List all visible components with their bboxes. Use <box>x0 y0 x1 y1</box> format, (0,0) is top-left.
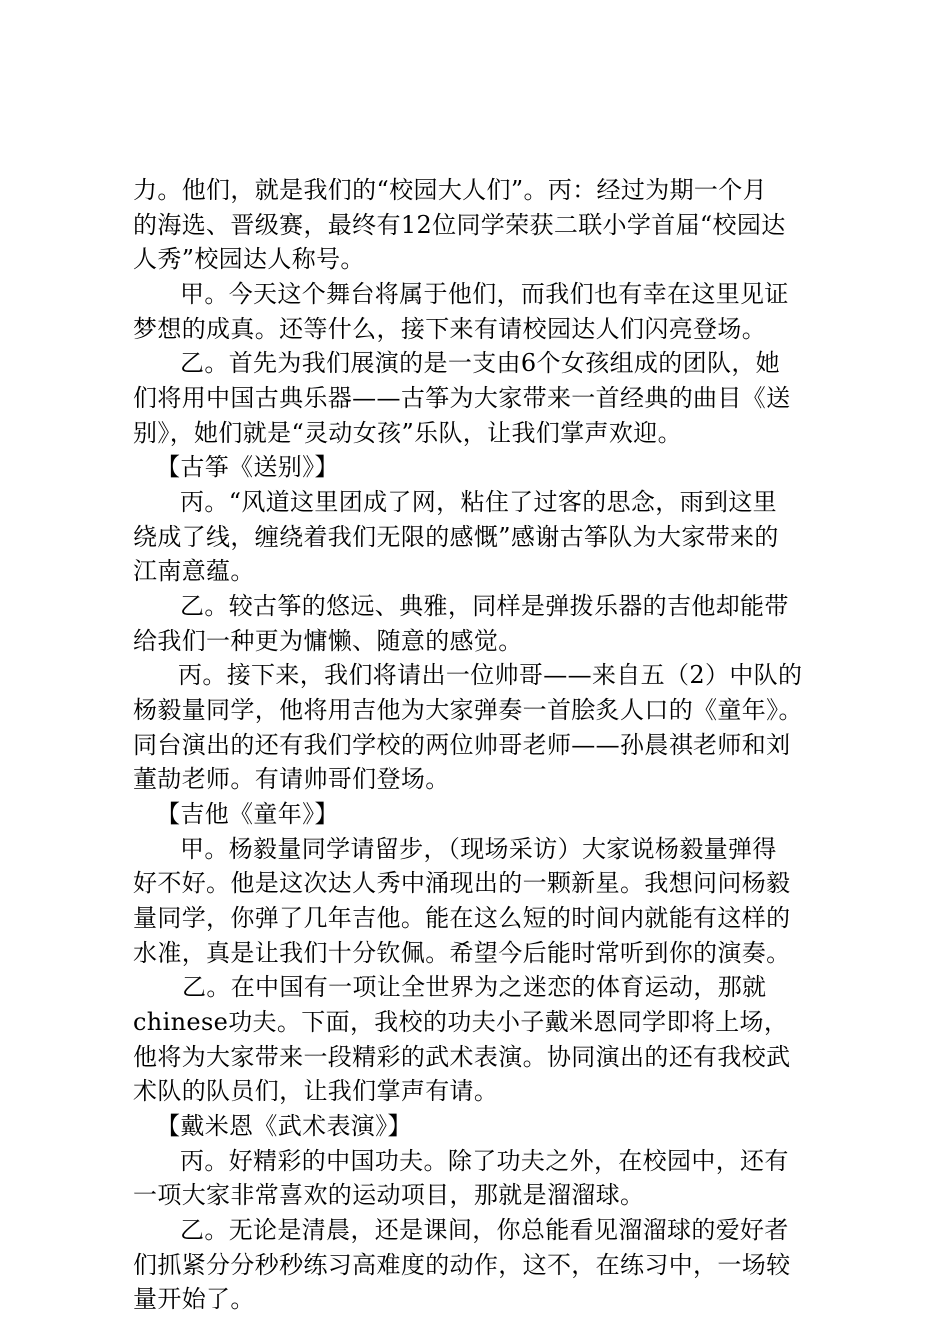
body-line: 乙。在中国有一项让全世界为之迷恋的体育运动，那就 <box>182 973 767 1001</box>
body-line: 量同学，你弹了几年吉他。能在这么短的时间内就能有这样的 <box>133 904 791 932</box>
body-line: 力。他们，就是我们的“校园大人们”。丙：经过为期一个月 <box>133 176 767 204</box>
body-line: 丙。“风道这里团成了网，粘住了过客的思念，雨到这里 <box>180 488 778 516</box>
section-heading: 【戴米恩《武术表演》】 <box>156 1112 412 1140</box>
body-line: 一项大家非常喜欢的运动项目，那就是溜溜球。 <box>133 1181 645 1209</box>
body-line: 甲。杨毅量同学请留步，（现场采访）大家说杨毅量弹得 <box>180 835 777 863</box>
body-line: 乙。首先为我们展演的是一支由6个女孩组成的团队，她 <box>180 349 781 377</box>
body-line: 甲。今天这个舞台将属于他们，而我们也有幸在这里见证 <box>180 280 789 308</box>
body-line: 乙。较古筝的悠远、典雅，同样是弹拨乐器的吉他却能带 <box>180 592 789 620</box>
body-line: 量开始了。 <box>133 1285 255 1313</box>
body-line: 杨毅量同学，他将用吉他为大家弹奏一首脍炙人口的《童年》。 <box>133 696 803 724</box>
body-line: 好不好。他是这次达人秀中涌现出的一颗新星。我想问问杨毅 <box>133 869 791 897</box>
body-line: 们抓紧分分秒秒练习高难度的动作，这不，在练习中，一场较 <box>133 1251 791 1279</box>
body-line: 董劼老师。有请帅哥们登场。 <box>133 765 450 793</box>
body-line: 丙。接下来，我们将请出一位帅哥——来自五（2）中队的 <box>178 661 803 689</box>
body-line: 绕成了线，缠绕着我们无限的感慨”感谢古筝队为大家带来的 <box>133 523 779 551</box>
body-line: 水准，真是让我们十分钦佩。希望今后能时常听到你的演奏。 <box>133 939 791 967</box>
body-line: 们将用中国古典乐器——古筝为大家带来一首经典的曲目《送 <box>133 384 791 412</box>
body-line: 丙。好精彩的中国功夫。除了功夫之外，在校园中，还有 <box>180 1147 789 1175</box>
body-line: 同台演出的还有我们学校的两位帅哥老师——孙晨祺老师和刘 <box>133 731 791 759</box>
body-line: chinese功夫。下面，我校的功夫小子戴米恩同学即将上场， <box>133 1008 789 1036</box>
body-line: 的海选、晋级赛，最终有12位同学荣获二联小学首届“校园达 <box>133 211 786 239</box>
body-line: 他将为大家带来一段精彩的武术表演。协同演出的还有我校武 <box>133 1043 791 1071</box>
body-line: 别》，她们就是“灵动女孩”乐队，让我们掌声欢迎。 <box>133 419 682 447</box>
body-line: 人秀”校园达人称号。 <box>133 245 365 273</box>
section-heading: 【吉他《童年》】 <box>156 800 339 828</box>
body-line: 乙。无论是清晨，还是课间，你总能看见溜溜球的爱好者 <box>180 1216 789 1244</box>
body-line: 梦想的成真。还等什么，接下来有请校园达人们闪亮登场。 <box>133 315 767 343</box>
body-line: 江南意蕴。 <box>133 557 255 585</box>
body-line: 给我们一种更为慵懒、随意的感觉。 <box>133 627 523 655</box>
body-line: 术队的队员们，让我们掌声有请。 <box>133 1077 499 1105</box>
section-heading: 【古筝《送别》】 <box>156 453 339 481</box>
